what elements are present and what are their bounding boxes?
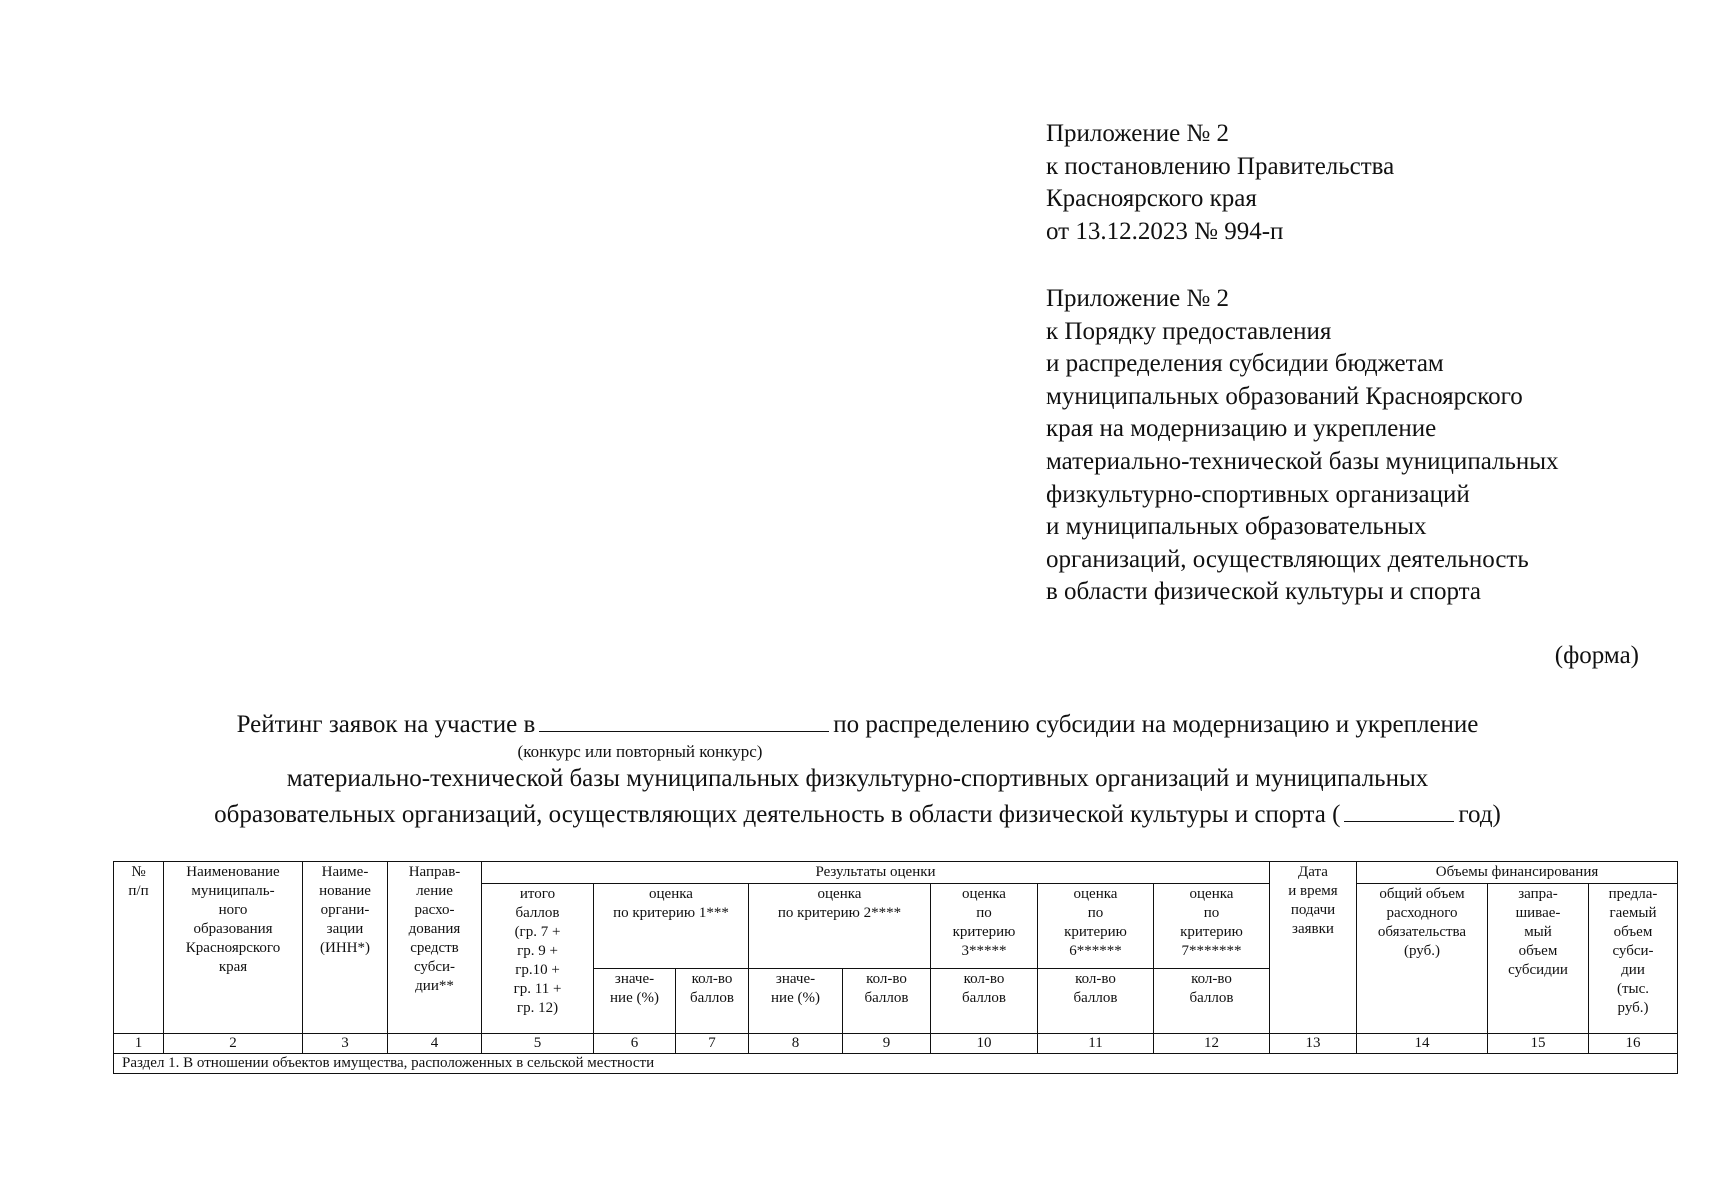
column-number: 13: [1270, 1034, 1357, 1054]
contest-type-blank[interactable]: [539, 707, 829, 732]
column-number: 10: [931, 1034, 1038, 1054]
header-cell: кол-во баллов: [1154, 969, 1270, 1034]
contest-type-hint: (конкурс или повторный конкурс): [517, 742, 763, 761]
header-cell: Направ- ление расхо- дования средств субси- дии**: [388, 862, 482, 1034]
column-number: 12: [1154, 1034, 1270, 1054]
title-line-1: [0, 707, 1715, 740]
column-number: 5: [482, 1034, 594, 1054]
title-text: Рейтинг заявок на участие в: [236, 711, 536, 738]
header-cell: кол-во баллов: [676, 969, 749, 1034]
year-blank[interactable]: [1344, 797, 1454, 822]
title-line-3: [0, 797, 1715, 830]
appendix-header-resolution: [1046, 118, 1394, 248]
column-number: 6: [594, 1034, 676, 1054]
header-cell: кол-во баллов: [1038, 969, 1154, 1034]
header-cell: кол-во баллов: [931, 969, 1038, 1034]
appendix-line: муниципальных образований Красноярского: [1046, 382, 1523, 410]
header-cell: оценка по критерию 1***: [594, 884, 749, 969]
column-number: 8: [749, 1034, 843, 1054]
column-number: 11: [1038, 1034, 1154, 1054]
header-cell: кол-во баллов: [843, 969, 931, 1034]
header-group-funding: Объемы финансирования: [1357, 862, 1678, 884]
title-text: образовательных организаций, осуществляющих деятельность в области физической культуры и спорта (: [214, 801, 1341, 828]
header-cell: предла- гаемый объем субси- дии (тыс. руб.): [1589, 884, 1678, 1034]
form-label: (форма): [1554, 642, 1639, 669]
title-text: по распределению субсидии на модернизацию и укрепление: [833, 711, 1479, 738]
appendix-line: края на модернизацию и укрепление: [1046, 415, 1437, 443]
rating-table: [113, 861, 1678, 1074]
appendix-line: Красноярского края: [1046, 185, 1257, 213]
column-number: 1: [114, 1034, 164, 1054]
column-number: 4: [388, 1034, 482, 1054]
section-title: Раздел 1. В отношении объектов имущества, расположенных в сельской местности: [114, 1054, 1678, 1074]
appendix-line: к Порядку предоставления: [1046, 317, 1332, 345]
header-cell: оценка по критерию 3*****: [931, 884, 1038, 969]
header-cell: запра- шивае- мый объем субсидии: [1488, 884, 1589, 1034]
column-number-row: [114, 1034, 1678, 1054]
header-cell: Дата и время подачи заявки: [1270, 862, 1357, 1034]
column-number: 16: [1589, 1034, 1678, 1054]
appendix-line: материально-технической базы муниципальных: [1046, 447, 1559, 475]
header-cell: Наименование муниципаль- ного образования Красноярского края: [164, 862, 303, 1034]
appendix-line: физкультурно-спортивных организаций: [1046, 480, 1470, 508]
title-line-2: материально-технической базы муниципальных физкультурно-спортивных организаций и муниципальных: [286, 765, 1429, 792]
column-number: 7: [676, 1034, 749, 1054]
header-cell: значе- ние (%): [594, 969, 676, 1034]
appendix-header-procedure: [1046, 283, 1559, 609]
appendix-line: и муниципальных образовательных: [1046, 513, 1427, 541]
column-number: 15: [1488, 1034, 1589, 1054]
appendix-line: от 13.12.2023 № 994-п: [1046, 217, 1284, 245]
appendix-line: к постановлению Правительства: [1046, 152, 1395, 180]
section-row: [114, 1054, 1678, 1074]
table-header-row: [114, 862, 1678, 884]
header-cell: значе- ние (%): [749, 969, 843, 1034]
header-cell: оценка по критерию 7*******: [1154, 884, 1270, 969]
column-number: 3: [303, 1034, 388, 1054]
header-group-results: Результаты оценки: [482, 862, 1270, 884]
header-cell: общий объем расходного обязательства (руб.): [1357, 884, 1488, 1034]
title-text: год): [1458, 801, 1501, 828]
appendix-line: Приложение № 2: [1046, 285, 1230, 312]
column-number: 9: [843, 1034, 931, 1054]
header-cell: Наиме- нование органи- зации (ИНН*): [303, 862, 388, 1034]
appendix-line: и распределения субсидии бюджетам: [1046, 350, 1444, 378]
appendix-line: в области физической культуры и спорта: [1046, 578, 1481, 606]
header-cell: итого баллов (гр. 7 + гр. 9 + гр.10 + гр. 11 + гр. 12): [482, 884, 594, 1034]
column-number: 14: [1357, 1034, 1488, 1054]
header-cell: оценка по критерию 6******: [1038, 884, 1154, 969]
header-cell: оценка по критерию 2****: [749, 884, 931, 969]
header-cell: № п/п: [114, 862, 164, 1034]
appendix-line: организаций, осуществляющих деятельность: [1046, 545, 1529, 573]
column-number: 2: [164, 1034, 303, 1054]
appendix-line: Приложение № 2: [1046, 120, 1230, 147]
